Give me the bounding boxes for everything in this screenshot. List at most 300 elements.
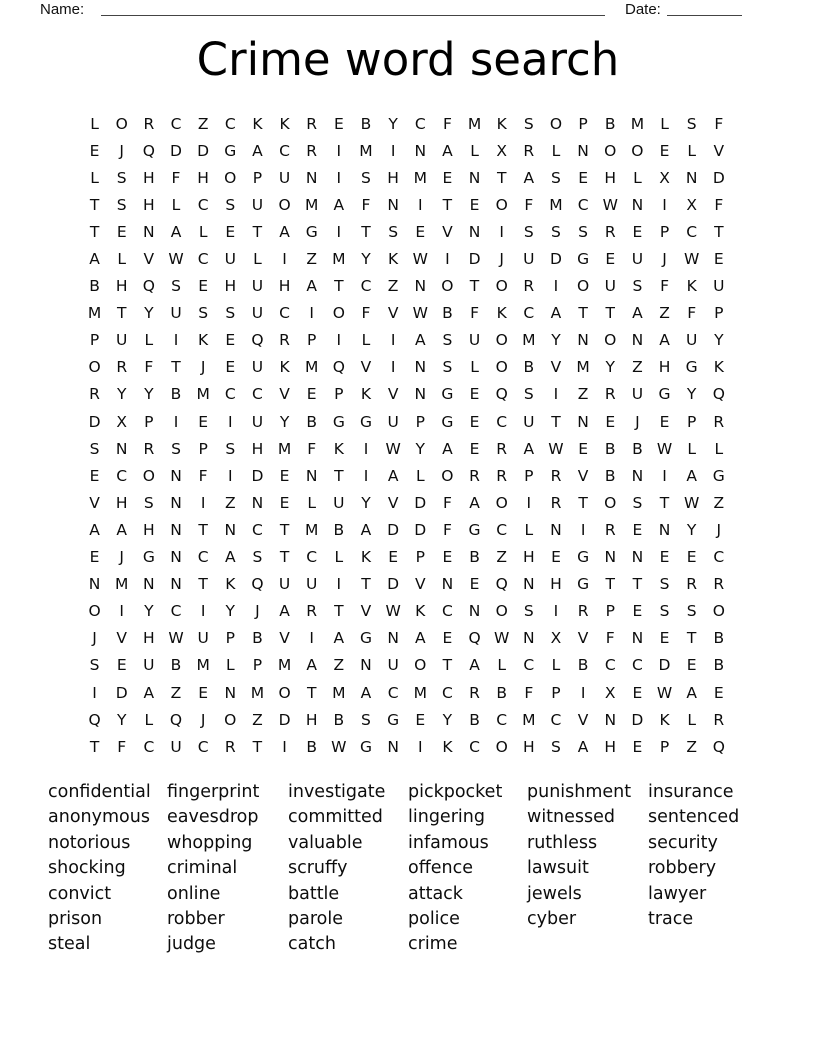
grid-cell: K — [415, 602, 426, 621]
grid-cell: U — [251, 358, 264, 377]
grid-cell: I — [336, 168, 342, 187]
grid-cell: Y — [116, 385, 127, 404]
grid-cell: C — [577, 195, 589, 214]
grid-cell: T — [334, 466, 344, 485]
grid-cell: N — [631, 331, 644, 350]
grid-cell: V — [577, 710, 589, 729]
grid-cell: I — [390, 141, 396, 160]
grid-cell: D — [197, 141, 210, 160]
grid-cell: L — [171, 195, 181, 214]
grid-cell: Y — [551, 331, 561, 350]
grid-cell: E — [686, 548, 697, 567]
grid-cell: N — [360, 656, 372, 675]
grid-cell: T — [198, 520, 208, 539]
grid-cell: H — [387, 168, 399, 187]
grid-cell: O — [224, 168, 237, 187]
grid-cell: N — [631, 548, 644, 567]
grid-cell: O — [332, 304, 345, 323]
grid-cell: S — [686, 602, 697, 621]
grid-cell: D — [278, 710, 291, 729]
grid-cell: Q — [142, 277, 155, 296]
grid-cell: N — [631, 629, 644, 648]
grid-cell: Z — [197, 114, 209, 133]
grid-cell: N — [224, 683, 237, 702]
grid-cell: I — [580, 520, 586, 539]
grid-cell: W — [684, 250, 700, 269]
grid-cell: V — [387, 493, 399, 512]
grid-cell: D — [414, 493, 427, 512]
grid-cell: E — [388, 548, 399, 567]
word-item: crime — [408, 934, 458, 955]
grid-cell: Y — [388, 114, 398, 133]
grid-cell: H — [115, 493, 128, 512]
grid-cell: E — [469, 575, 480, 594]
grid-cell: E — [442, 548, 453, 567]
grid-cell: J — [662, 250, 667, 269]
grid-cell: P — [714, 304, 724, 323]
grid-cell: C — [631, 656, 643, 675]
grid-cell: S — [551, 222, 561, 241]
grid-cell: Q — [142, 141, 155, 160]
grid-cell: W — [168, 250, 184, 269]
grid-cell: I — [92, 683, 97, 702]
grid-cell: I — [526, 493, 532, 512]
grid-cell: J — [119, 141, 124, 160]
grid-cell: E — [551, 548, 561, 567]
grid-cell: E — [225, 222, 236, 241]
grid-cell: N — [577, 141, 589, 160]
grid-cell: O — [604, 493, 617, 512]
grid-cell: J — [92, 629, 97, 648]
grid-cell: I — [200, 602, 206, 621]
word-item: fingerprint — [167, 782, 260, 802]
grid-cell: I — [282, 250, 287, 269]
grid-cell: E — [659, 141, 670, 160]
word-item: witnessed — [527, 807, 616, 828]
grid-cell: N — [631, 466, 644, 485]
word-item: catch — [288, 934, 336, 955]
grid-cell: A — [89, 520, 100, 539]
grid-cell: Q — [495, 575, 508, 594]
grid-cell: Y — [144, 602, 154, 621]
grid-cell: N — [468, 222, 481, 241]
grid-cell: B — [577, 656, 589, 675]
word-item: robbery — [648, 858, 717, 879]
grid-cell: Q — [468, 629, 481, 648]
grid-cell: T — [198, 575, 208, 594]
grid-cell: E — [333, 114, 344, 133]
grid-cell: C — [360, 277, 372, 296]
grid-cell: V — [360, 602, 372, 621]
grid-cell: D — [387, 575, 400, 594]
grid-cell: S — [89, 439, 100, 458]
grid-cell: Y — [415, 439, 425, 458]
grid-cell: F — [605, 629, 615, 648]
grid-cell: M — [305, 195, 319, 214]
grid-cell: C — [252, 385, 263, 404]
grid-cell: Q — [88, 710, 101, 729]
grid-cell: B — [442, 304, 453, 323]
grid-cell: A — [360, 520, 372, 539]
grid-cell: L — [687, 710, 696, 729]
grid-cell: A — [577, 737, 589, 756]
grid-cell: Y — [361, 493, 371, 512]
grid-cell: Z — [713, 493, 725, 512]
grid-cell: N — [115, 439, 128, 458]
grid-cell: L — [687, 439, 696, 458]
grid-cell: E — [686, 656, 697, 675]
grid-cell: M — [196, 385, 210, 404]
grid-cell: S — [388, 222, 399, 241]
grid-cell: E — [225, 358, 236, 377]
grid-cell: K — [713, 358, 724, 377]
grid-cell: A — [659, 331, 670, 350]
word-item: insurance — [648, 782, 734, 802]
grid-cell: V — [89, 493, 100, 512]
grid-cell: I — [417, 195, 423, 214]
grid-cell: B — [89, 277, 100, 296]
grid-cell: G — [441, 385, 454, 404]
grid-cell: Z — [224, 493, 236, 512]
grid-cell: U — [116, 331, 128, 350]
grid-cell: A — [306, 277, 317, 296]
grid-cell: H — [143, 195, 155, 214]
word-item: committed — [288, 807, 383, 828]
grid-cell: A — [686, 466, 697, 485]
grid-cell: K — [360, 548, 372, 567]
grid-cell: K — [442, 737, 453, 756]
grid-cell: E — [469, 385, 480, 404]
grid-cell: H — [658, 358, 671, 377]
grid-cell: O — [712, 602, 725, 621]
grid-cell: C — [197, 250, 209, 269]
grid-cell: S — [116, 168, 127, 187]
grid-cell: U — [143, 656, 155, 675]
grid-cell: B — [252, 629, 263, 648]
grid-cell: I — [580, 683, 586, 702]
grid-cell: M — [332, 683, 346, 702]
grid-cell: A — [414, 629, 426, 648]
grid-cell: H — [143, 629, 155, 648]
grid-cell: K — [225, 575, 236, 594]
grid-cell: Q — [332, 358, 345, 377]
grid-cell: N — [414, 277, 427, 296]
grid-cell: R — [686, 575, 698, 594]
grid-cell: Z — [306, 250, 317, 269]
grid-cell: L — [225, 656, 235, 675]
grid-cell: I — [662, 466, 667, 485]
grid-cell: D — [468, 250, 481, 269]
grid-cell: I — [227, 412, 233, 431]
grid-cell: S — [578, 222, 589, 241]
grid-cell: O — [495, 602, 508, 621]
grid-cell: E — [713, 683, 724, 702]
grid-cell: N — [550, 520, 562, 539]
grid-cell: P — [524, 466, 534, 485]
grid-cell: S — [523, 602, 534, 621]
grid-cell: U — [251, 195, 264, 214]
grid-cell: N — [577, 331, 589, 350]
grid-cell: O — [495, 331, 508, 350]
grid-cell: H — [143, 520, 155, 539]
grid-cell: N — [468, 602, 481, 621]
grid-cell: N — [468, 168, 481, 187]
grid-cell: E — [279, 493, 290, 512]
grid-cell: U — [170, 304, 182, 323]
word-list-column — [527, 780, 648, 932]
grid-cell: I — [227, 466, 233, 485]
grid-cell: U — [631, 250, 644, 269]
grid-cell: X — [496, 141, 507, 160]
grid-cell: L — [660, 114, 669, 133]
grid-cell: E — [632, 737, 643, 756]
grid-cell: V — [577, 629, 589, 648]
grid-cell: T — [551, 412, 561, 431]
grid-cell: A — [550, 304, 562, 323]
grid-cell: P — [198, 439, 208, 458]
grid-cell: J — [255, 602, 260, 621]
grid-cell: R — [550, 466, 562, 485]
grid-cell: N — [387, 629, 399, 648]
grid-cell: O — [631, 141, 644, 160]
grid-cell: I — [336, 331, 342, 350]
grid-cell: C — [604, 656, 616, 675]
grid-cell: Z — [577, 385, 589, 404]
grid-cell: L — [714, 439, 724, 458]
grid-cell: V — [143, 250, 155, 269]
grid-cell: C — [279, 141, 290, 160]
grid-cell: M — [250, 683, 265, 702]
word-item: lingering — [408, 807, 485, 828]
grid-cell: U — [306, 575, 318, 594]
grid-cell: R — [143, 114, 155, 133]
word-list-column — [48, 780, 167, 958]
grid-cell: T — [361, 575, 371, 594]
grid-cell: S — [171, 277, 181, 296]
grid-cell: M — [359, 141, 373, 160]
grid-cell: V — [442, 222, 453, 241]
grid-cell: B — [604, 439, 616, 458]
grid-cell: V — [550, 358, 562, 377]
grid-cell: C — [224, 385, 236, 404]
grid-cell: P — [252, 656, 263, 675]
date-blank-line — [667, 0, 742, 16]
grid-cell: R — [713, 710, 725, 729]
grid-cell: T — [116, 304, 127, 323]
grid-cell: T — [659, 493, 670, 512]
grid-cell: L — [253, 250, 262, 269]
grid-cell: E — [89, 141, 100, 160]
grid-cell: S — [659, 602, 670, 621]
grid-cell: S — [171, 439, 181, 458]
grid-cell: G — [468, 520, 481, 539]
grid-cell: C — [143, 737, 155, 756]
grid-cell: N — [604, 710, 617, 729]
grid-cell: W — [684, 493, 700, 512]
grid-cell: M — [576, 358, 590, 377]
grid-cell: F — [687, 304, 697, 323]
grid-cell: B — [713, 629, 725, 648]
grid-cell: M — [305, 358, 319, 377]
grid-cell: X — [550, 629, 562, 648]
grid-cell: A — [442, 439, 453, 458]
grid-cell: M — [332, 250, 346, 269]
grid-cell: C — [116, 466, 128, 485]
grid-cell: E — [605, 412, 616, 431]
grid-cell: U — [604, 277, 616, 296]
grid-cell: T — [306, 683, 317, 702]
grid-cell: I — [119, 602, 124, 621]
grid-cell: E — [89, 466, 100, 485]
grid-cell: A — [414, 331, 426, 350]
grid-cell: E — [116, 656, 127, 675]
grid-cell: F — [714, 114, 724, 133]
grid-cell: W — [494, 629, 510, 648]
grid-cell: I — [662, 195, 667, 214]
grid-cell: L — [551, 141, 561, 160]
grid-cell: O — [549, 114, 563, 133]
grid-cell: R — [523, 141, 535, 160]
grid-cell: D — [115, 683, 128, 702]
grid-cell: I — [173, 331, 179, 350]
word-item: sentenced — [648, 807, 740, 828]
grid-cell: C — [197, 737, 209, 756]
grid-cell: E — [198, 277, 209, 296]
grid-cell: E — [578, 439, 588, 458]
grid-cell: E — [469, 439, 480, 458]
grid-cell: L — [334, 548, 344, 567]
word-item: steal — [48, 934, 91, 955]
grid-cell: R — [224, 737, 236, 756]
grid-cell: E — [632, 683, 643, 702]
grid-cell: O — [495, 358, 508, 377]
grid-cell: F — [361, 195, 371, 214]
word-item: robber — [167, 909, 225, 930]
grid-cell: D — [251, 466, 264, 485]
grid-cell: E — [632, 520, 643, 539]
grid-cell: U — [713, 277, 725, 296]
grid-cell: Q — [169, 710, 183, 729]
grid-cell: W — [602, 195, 618, 214]
word-item: offence — [408, 858, 474, 879]
grid-cell: C — [224, 114, 236, 133]
word-item: eavesdrop — [167, 807, 259, 828]
grid-cell: O — [441, 277, 454, 296]
grid-cell: X — [686, 195, 697, 214]
grid-cell: C — [170, 602, 182, 621]
word-item: battle — [288, 883, 340, 904]
grid-cell: U — [170, 737, 182, 756]
grid-cell: G — [712, 466, 725, 485]
grid-cell: C — [550, 710, 562, 729]
grid-cell: N — [305, 168, 318, 187]
grid-cell: L — [90, 114, 99, 133]
grid-cell: U — [387, 656, 399, 675]
grid-cell: N — [143, 222, 155, 241]
grid-cell: E — [605, 250, 616, 269]
grid-cell: P — [225, 629, 235, 648]
grid-cell: R — [496, 466, 508, 485]
grid-cell: N — [604, 548, 617, 567]
grid-cell: E — [198, 683, 209, 702]
grid-cell: X — [604, 683, 616, 702]
grid-cell: S — [89, 656, 100, 675]
grid-cell: N — [577, 412, 589, 431]
grid-cell: V — [414, 575, 426, 594]
grid-cell: A — [469, 656, 480, 675]
word-item: shocking — [48, 858, 126, 879]
grid-cell: M — [522, 331, 536, 350]
grid-cell: K — [388, 250, 399, 269]
grid-cell: U — [333, 493, 345, 512]
grid-cell: M — [522, 710, 536, 729]
grid-cell: C — [441, 683, 453, 702]
grid-cell: M — [413, 168, 427, 187]
word-item: scruffy — [288, 858, 348, 879]
word-item: police — [408, 909, 460, 930]
grid-cell: C — [523, 656, 535, 675]
grid-cell: R — [577, 602, 589, 621]
grid-cell: A — [632, 304, 643, 323]
grid-cell: J — [635, 412, 640, 431]
grid-cell: L — [415, 466, 425, 485]
grid-cell: A — [143, 683, 155, 702]
grid-cell: Z — [387, 277, 399, 296]
grid-cell: L — [307, 493, 317, 512]
grid-cell: B — [360, 114, 372, 133]
grid-cell: F — [117, 737, 127, 756]
date-label: Date: — [625, 1, 661, 18]
grid-cell: G — [359, 737, 372, 756]
grid-cell: Z — [333, 656, 345, 675]
grid-cell: V — [387, 304, 399, 323]
grid-cell: L — [361, 331, 371, 350]
grid-cell: I — [363, 439, 369, 458]
page-title: Crime word search — [196, 33, 620, 86]
grid-cell: R — [279, 331, 290, 350]
word-item: prison — [48, 909, 103, 930]
grid-cell: R — [713, 575, 725, 594]
grid-cell: F — [660, 277, 669, 296]
grid-cell: M — [277, 656, 292, 675]
grid-cell: J — [716, 520, 722, 539]
grid-cell: C — [197, 195, 209, 214]
grid-cell: T — [686, 629, 697, 648]
word-item: convict — [48, 883, 112, 904]
grid-cell: O — [142, 466, 155, 485]
grid-cell: Y — [714, 331, 724, 350]
name-blank-line — [101, 0, 605, 16]
grid-cell: N — [170, 466, 182, 485]
word-list-column — [648, 780, 758, 932]
grid-cell: E — [442, 629, 453, 648]
grid-cell: K — [496, 304, 507, 323]
grid-cell: W — [548, 439, 564, 458]
grid-cell: I — [553, 277, 559, 296]
grid-cell: T — [605, 304, 615, 323]
grid-cell: Y — [116, 710, 127, 729]
grid-cell: H — [224, 277, 237, 296]
grid-cell: M — [467, 114, 482, 133]
grid-cell: O — [604, 141, 617, 160]
grid-cell: Q — [712, 385, 725, 404]
grid-cell: G — [441, 412, 454, 431]
grid-cell: U — [468, 331, 481, 350]
grid-cell: F — [524, 195, 534, 214]
grid-cell: C — [414, 114, 426, 133]
word-list-column — [167, 780, 288, 958]
grid-cell: F — [307, 439, 317, 458]
